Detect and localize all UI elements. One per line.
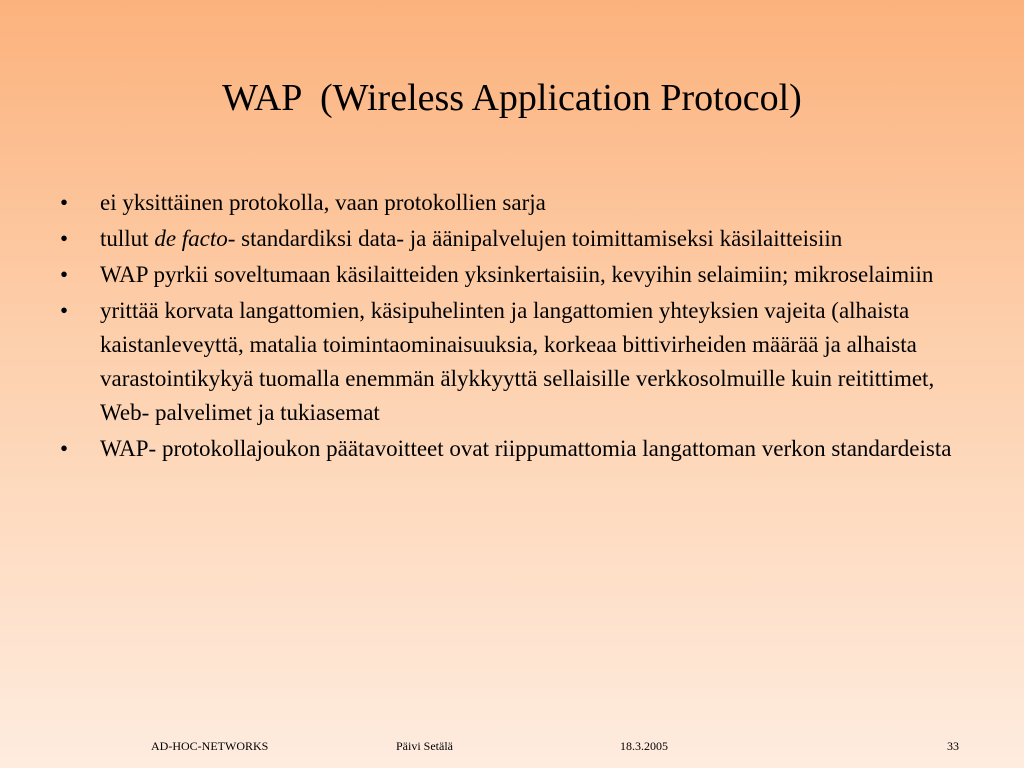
bullet-icon: • xyxy=(60,262,69,287)
footer-date: 18.3.2005 xyxy=(620,739,668,753)
page-number: 33 xyxy=(947,739,959,753)
bullet-text: WAP- protokollajoukon päätavoitteet ovat riippumattomia langattoman verkon standardeista xyxy=(100,436,952,461)
bullet-item xyxy=(60,186,980,220)
bullet-item xyxy=(60,258,980,292)
bullet-text-after: - standardiksi data- ja äänipalvelujen toimittamiseksi käsilaitteisiin xyxy=(227,226,843,251)
bullet-icon: • xyxy=(60,190,69,215)
bullet-text: yrittää korvata langattomien, käsipuhelinten ja langattomien yhteyksien vajeita (alhaista kaistanleveyttä, matalia toimintaominaisuuksia, korkeaa bittivirheiden määrää ja alhaista varastointikykyä tuomalla enemmän älykkyyttä sellaisille verkkosolmuille kuin reitittimet, Web- palvelimet ja tukiasemat xyxy=(100,298,935,425)
bullet-item xyxy=(60,222,980,256)
bullet-icon: • xyxy=(60,298,69,323)
bullet-item xyxy=(60,432,980,466)
bullet-item xyxy=(60,294,980,430)
footer-course: AD-HOC-NETWORKS xyxy=(151,739,269,753)
bullet-text: WAP pyrkii soveltumaan käsilaitteiden yksinkertaisiin, kevyihin selaimiin; mikroselaimiin xyxy=(100,262,934,287)
bullet-text-italic: de facto xyxy=(154,226,228,251)
bullet-icon: • xyxy=(60,436,69,461)
bullet-text: ei yksittäinen protokolla, vaan protokollien sarja xyxy=(100,190,546,215)
footer-author: Päivi Setälä xyxy=(396,739,453,753)
slide-title: WAP (Wireless Application Protocol) xyxy=(222,77,802,119)
bullet-list xyxy=(60,186,980,468)
bullet-text-before: tullut xyxy=(100,226,155,251)
bullet-icon: • xyxy=(60,226,69,251)
